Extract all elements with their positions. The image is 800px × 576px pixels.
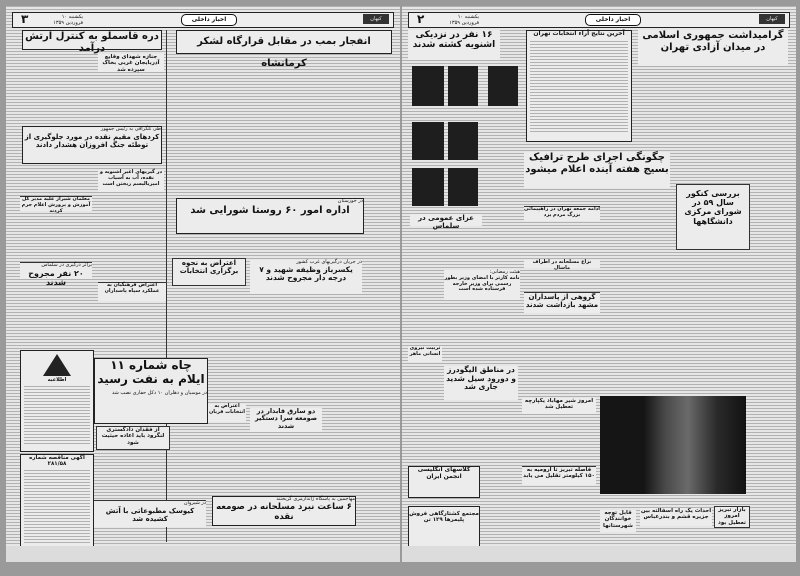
headline-flood: در مناطق الیگودرز و دورود سیل شدید جاری شد	[444, 366, 518, 400]
kicker: در جریان درگیریهای غرب کشور	[296, 259, 362, 265]
headline-qorban: اعتراض به انتخابات قربان	[208, 404, 246, 422]
page-header	[12, 12, 394, 28]
headline-text: نامه کارتر با امضای وزیر بطور رسمی برای وزیر خارجه فرستاده شده است	[444, 274, 520, 293]
headline-mahabad: امروز شیر مهاباد یکپارچه تعطیل شد	[522, 398, 596, 414]
headline-readers: قابل توجه خوانندگان شهرستانها	[600, 510, 636, 532]
headline-tabriz-road: فاصله تبریز تا ارومیه به ۱۵۰ کیلومتر تقلیل می یابد	[522, 466, 596, 485]
page-date: یکشنبه ۱۰ فروردین ۱۳۵۹	[449, 14, 479, 26]
headline-training: تربیت نیروی انسانی ماهر	[408, 346, 442, 362]
portrait-photo	[488, 66, 518, 106]
headline-protest-election: اعتراض به نحوه برگزاری انتخابات	[172, 258, 246, 286]
headline-clashes: در گیریهای اغیر اشنویه و نقده، آب به آسیاب امپریالیسم ریختن است	[98, 170, 164, 192]
page-date: یکشنبه ۱۰ فروردین ۱۳۵۹	[53, 14, 83, 26]
newspaper-page-3	[6, 6, 400, 562]
headline-republic: گرامیداشت جمهوری اسلامی در میدان آزادی تهران	[638, 30, 788, 66]
portrait-photo	[448, 122, 478, 160]
headline-battle	[212, 496, 356, 526]
results-table	[530, 41, 628, 133]
headline-oshnavieh: ۱۶ نفر در نزدیکی اشنویه کشته شدند	[408, 30, 500, 60]
headline-soldier	[250, 260, 362, 294]
column-divider	[166, 30, 167, 542]
headline-mourning: عزای عمومی در سلماس	[410, 214, 482, 226]
notice-body	[24, 386, 90, 444]
newspaper-page-2	[402, 6, 796, 562]
logo-triangle-icon	[43, 354, 71, 376]
headline-injured	[20, 262, 92, 287]
street-photo	[600, 396, 746, 494]
headline-bazaar: بازار تبریز امروز تعطیل بود	[714, 506, 750, 528]
headline-thieves: دو سارق قابدار در صومعه سرا دستگیر شدند	[250, 408, 322, 432]
newspaper-logo: کیهان	[363, 14, 389, 24]
kicker: مهاجمین به پاسگاه ژاندارمری گریختند	[276, 496, 355, 502]
headline-text: ۶ ساعت نبرد مسلحانه در صومعه نقده	[216, 501, 352, 522]
results-title: آخرین نتایج آراء انتخابات تهران	[533, 30, 625, 37]
tender-box	[20, 454, 94, 548]
page-header	[408, 12, 790, 28]
headline-culture-protest: اعتراض فرهنگیان به عملکرد سپاه پاسداران	[98, 282, 166, 301]
kicker: براثر درگیری در سلماس	[41, 262, 92, 268]
portrait-photo	[448, 66, 478, 106]
kicker: طی تلگرافی به رئیس جمهور	[100, 126, 161, 132]
headline-carter	[444, 270, 520, 300]
headline-kermanshah: انفجار بمب در مقابل قرارگاه لشکر کرمانشاه	[176, 30, 392, 54]
headline-justice: از فقدان دادگستری لنگرود باید اعاده حیثیت شود	[96, 426, 170, 450]
portrait-photo	[412, 66, 444, 106]
tender-title: آگهی مناقصه شماره ۲۸۱/۵۸	[29, 455, 85, 468]
headline-text: چاه شماره ۱۱ ایلام به نفت رسید	[97, 358, 205, 386]
headline-text: اداره امور ۶۰ روستا شورایی شد	[190, 204, 350, 216]
section-label: اخبار داخلی	[585, 14, 641, 26]
headline-masal: نزاع مسلحانه در اطراف ماسال	[524, 260, 600, 268]
polymer-ad: مجتمع کشتارگاهی فروش پلیمرها ۱۲۹ تن	[408, 506, 480, 552]
headline-text: کیوسک مطبوعاتی با آتش کشیده شد	[105, 506, 195, 523]
kicker: در خوزستان	[337, 198, 363, 204]
portrait-photo	[412, 122, 444, 160]
tender-body	[24, 470, 90, 544]
portrait-photo	[448, 168, 478, 206]
headline-qeshm: احداث یک راه اسفالته بین جزیره قشم و بندرعباس	[640, 508, 712, 526]
headline-konkur: بررسی کنکور سال ۵۹ در شورای مرکزی دانشگاهها	[676, 184, 750, 250]
page-margin	[6, 546, 400, 562]
subheadline: در موسیان و دهلران ۱۰ دکل حفاری نصب شد	[112, 389, 207, 396]
headline-mashhad: گروهی از پاسداران مشهد بازداشت شدند	[524, 292, 600, 313]
headline-funeral: جنازه شهدای وقایع آذربایجان غربی بخاک سپرده شد	[98, 54, 164, 72]
portrait-photo	[412, 168, 444, 206]
english-classes-ad: کلاسهای انگلیسی انجمن ایران	[408, 466, 480, 498]
kicker: در شیروان	[183, 500, 206, 506]
headline-text: یکسرباز وظیفه شهید و ۷ درجه دار مجروح شدند	[259, 264, 353, 283]
headline-kurds	[22, 126, 162, 164]
headline-ilam	[94, 358, 208, 424]
headline-kiosk	[94, 500, 206, 527]
notice-box	[20, 350, 94, 452]
page-margin	[402, 546, 796, 562]
results-box	[526, 30, 632, 142]
page-number: ۲	[417, 12, 425, 26]
headline-khuzestan	[176, 198, 364, 234]
headline-traffic: چگونگی اجرای طرح ترافیک بسیج هفته آینده اعلام میشود	[524, 152, 670, 188]
page-number: ۳	[21, 12, 29, 26]
headline-teachers: معلمان شیراز علیه مدیر کل آموزش و پرورش اعلام جرم کردند	[21, 196, 91, 214]
headline-text: ۲۰ نفر مجروح شدند	[28, 268, 84, 287]
newspaper-logo: کیهان	[759, 14, 785, 24]
notice-title: اطلاعیه	[47, 377, 67, 383]
kicker: هیئت رمضانی:	[489, 269, 520, 275]
section-label: اخبار داخلی	[181, 14, 237, 26]
headline-text: کردهای مقیم نقده در مورد جلوگیری از توطئه جنگ افروزان هشدار دادند	[24, 132, 160, 149]
headline-qasemlu: دره قاسملو به کنترل ارتش درآمد	[22, 30, 162, 50]
headline-yazd: ادامه جمعه تهران در راهپیمائی بزرگ مردم یزد	[524, 206, 600, 221]
